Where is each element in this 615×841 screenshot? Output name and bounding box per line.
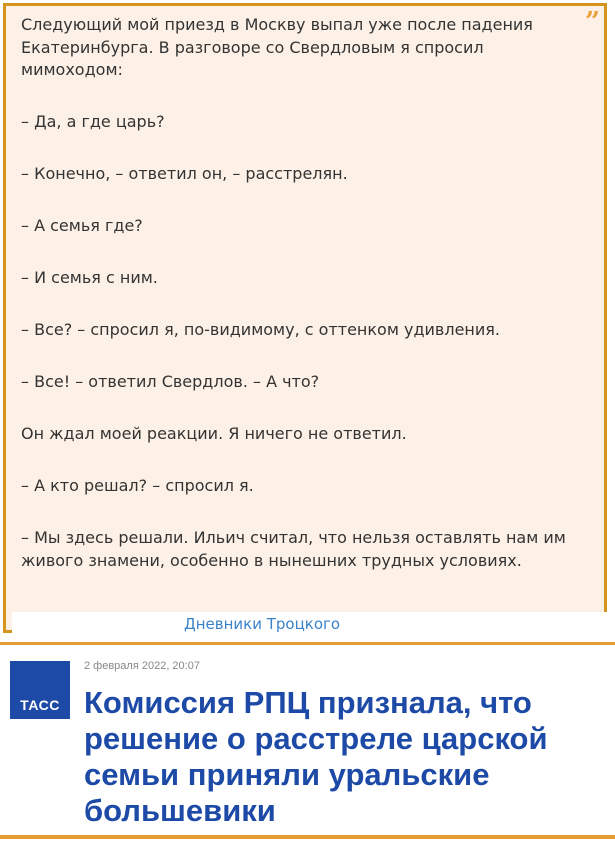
source-link[interactable]: Дневники Троцкого: [184, 615, 341, 633]
quote-paragraph-8: Он ждал моей реакции. Я ничего не ответил.: [21, 424, 407, 443]
quote-paragraph-7: – Все! – ответил Свердлов. – А что?: [21, 372, 320, 391]
quote-paragraph-6: – Все? – спросил я, по-видимому, с оттенком удивления.: [21, 320, 500, 339]
quote-paragraph-1: Следующий мой приезд в Москву выпал уже после падения Екатеринбурга. В разговоре со Свердловым я спросил мимоходом:: [21, 15, 533, 79]
tass-logo-text: ТАСС: [20, 697, 60, 713]
quote-mark-icon: ”: [585, 7, 600, 37]
news-date: 2 февраля 2022, 20:07: [84, 660, 200, 672]
quote-source-bar: [12, 612, 607, 636]
tass-logo: [10, 661, 70, 719]
quote-paragraph-10: – Мы здесь решали. Ильич считал, что нельзя оставлять нам им живого знамени, особенно в нынешних трудных условиях.: [21, 528, 566, 570]
bottom-divider: [0, 835, 615, 839]
quote-paragraph-4: – А семья где?: [21, 216, 143, 235]
quote-paragraph-3: – Конечно, – ответил он, – расстрелян.: [21, 164, 348, 183]
quote-text: [21, 14, 586, 572]
quote-card: [3, 3, 607, 633]
news-card: [0, 645, 615, 835]
quote-paragraph-9: – А кто решал? – спросил я.: [21, 476, 254, 495]
quote-paragraph-2: – Да, а где царь?: [21, 112, 165, 131]
news-headline[interactable]: Комиссия РПЦ признала, что решение о расстреле царской семьи приняли уральские большевики: [84, 685, 548, 828]
quote-paragraph-5: – И семья с ним.: [21, 268, 158, 287]
